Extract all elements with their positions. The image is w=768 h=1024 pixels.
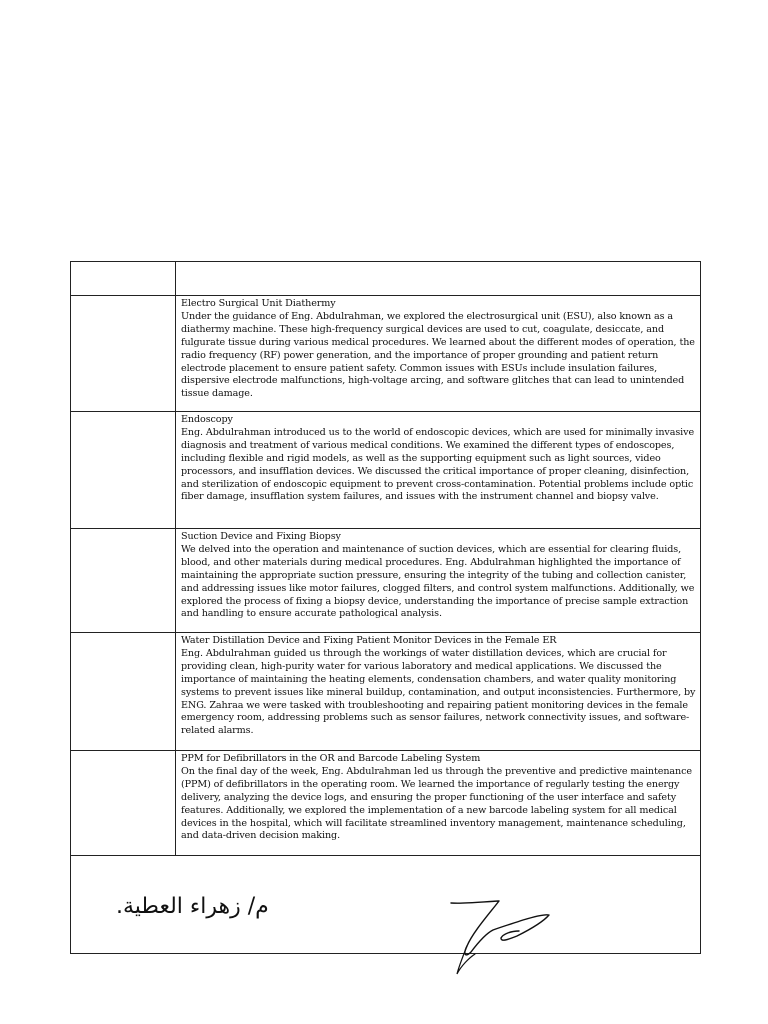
signature-cell [71,856,701,954]
entry-body: Under the guidance of Eng. Abdulrahman, we explored the electrosurgical unit (ESU), also known as a diathermy machine. These high-frequency surgical devices are used to cut, coagulate, desiccate, and fulgurate tissue during various medical procedures. We learned about the different modes of operation, the radio frequency (RF) power generation, and the importance of proper grounding and patient return electrode placement to ensure patient safety. Common issues with ESUs include insulation failures, dispersive electrode malfunctions, high-voltage arcing, and software glitches that can lead to unintended tissue damage. [181,310,695,400]
entry-body: Eng. Abdulrahman introduced us to the world of endoscopic devices, which are used for minimally invasive diagnosis and treatment of various medical conditions. We examined the different types of endoscopes, including flexible and rigid models, as well as the supporting equipment such as light sources, video processors, and insufflation devices. We discussed the critical importance of proper cleaning, disinfection, and sterilization of endoscopic equipment to prevent cross-contamination. Potential problems include optic fiber damage, insufflation system failures, and issues with the instrument channel and biopsy valve. [181,426,695,503]
day-cell [71,751,176,856]
day-cell [71,412,176,529]
signature-row [71,856,701,954]
entry-cell [176,529,701,633]
handwritten-signature [449,900,553,980]
table-row [71,412,701,529]
entry-cell [176,751,701,856]
entry-title: Endoscopy [181,414,233,425]
table-row [71,633,701,751]
table-row [71,751,701,856]
day-cell [71,529,176,633]
entry-body: We delved into the operation and maintenance of suction devices, which are essential for clearing fluids, blood, and other materials during medical procedures. Eng. Abdulrahman highlighted the importance of maintaining the appropriate suction pressure, ensuring the integrity of the tubing and collection canister, and addressing issues like motor failures, clogged filters, and control system malfunctions. Additionally, we explored the process of fixing a biopsy device, understanding the importance of precise sample extraction and handling to ensure accurate pathological analysis. [181,543,695,620]
header-cell-right [176,262,701,296]
entry-title: PPM for Defibrillators in the OR and Barcode Labeling System [181,753,481,764]
entry-title: Water Distillation Device and Fixing Patient Monitor Devices in the Female ER [181,635,557,646]
entry-title: Electro Surgical Unit Diathermy [181,298,336,309]
header-row [71,262,701,296]
entry-cell [176,296,701,412]
entry-cell [176,412,701,529]
day-cell [71,633,176,751]
day-cell [71,296,176,412]
entry-cell [176,633,701,751]
entry-body: On the final day of the week, Eng. Abdulrahman led us through the preventive and predictive maintenance (PPM) of defibrillators in the operating room. We learned the importance of regularly testing the energy delivery, analyzing the device logs, and ensuring the proper functioning of the user interface and safety features. Additionally, we explored the implementation of a new barcode labeling system for all medical devices in the hospital, which will facilitate streamlined inventory management, maintenance scheduling, and data-driven decision making. [181,765,692,842]
header-cell-left [71,262,176,296]
entry-body: Eng. Abdulrahman guided us through the workings of water distillation devices, which are crucial for providing clean, high-purity water for various laboratory and medical applications. We discussed the importance of maintaining the heating elements, condensation chambers, and water quality monitoring systems to prevent issues like mineral buildup, contamination, and output inconsistencies. Furthermore, by ENG. Zahraa we were tasked with troubleshooting and repairing patient monitoring devices in the female emergency room, addressing problems such as sensor failures, network connectivity issues, and software-related alarms. [181,647,696,737]
table-row [71,529,701,633]
table-row [71,296,701,412]
report-table [70,261,701,954]
signature-name: م/ زهراء العطية. [116,894,269,919]
entry-title: Suction Device and Fixing Biopsy [181,531,341,542]
